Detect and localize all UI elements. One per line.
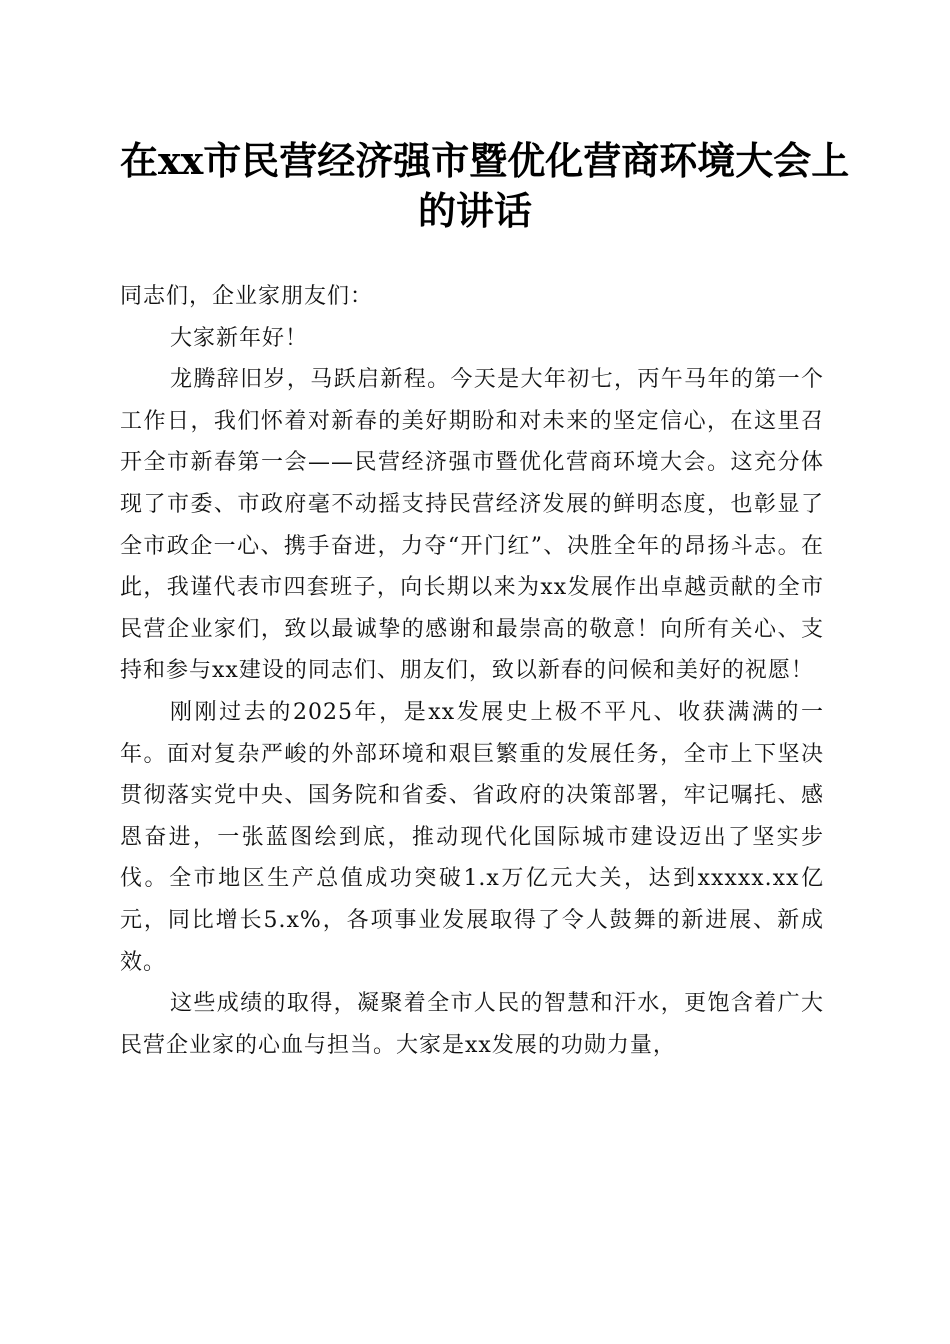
paragraph-greeting: 大家新年好！ xyxy=(170,325,309,351)
document-title xyxy=(120,136,850,236)
document-body xyxy=(120,276,824,1066)
paragraph-opening: 龙腾辞旧岁，马跃启新程。今天是大年初七，丙午马年的第一个工作日，我们怀着对新春的美好期盼和对未来的坚定信心，在这里召开全市新春第一会——民营经济强市暨优化营商环境大会。这充分体现了市委、市政府毫不动摇支持民营经济发展的鲜明态度，也彰显了全市政企一心、携手奋进，力夺“开门红”、决胜全年的昂扬斗志。在此，我谨代表市四套班子，向长期以来为xx发展作出卓越贡献的全市民营企业家们，致以最诚挚的感谢和最崇高的敬意！向所有关心、支持和参与xx建设的同志们、朋友们，致以新春的问候和美好的祝愿！ xyxy=(120,367,824,684)
salutation: 同志们，企业家朋友们： xyxy=(120,284,374,309)
title-line-2: 的讲话 xyxy=(417,188,532,233)
paragraph-achievements: 这些成绩的取得，凝聚着全市人民的智慧和汗水，更饱含着广大民营企业家的心血与担当。大家是xx发展的功勋力量， xyxy=(120,991,824,1058)
title-line-1: 在xx市民营经济强市暨优化营商环境大会上 xyxy=(120,138,850,183)
paragraph-review: 刚刚过去的2025年，是xx发展史上极不平凡、收获满满的一年。面对复杂严峻的外部环境和艰巨繁重的发展任务，全市上下坚决贯彻落实党中央、国务院和省委、省政府的决策部署，牢记嘱托、感恩奋进，一张蓝图绘到底，推动现代化国际城市建设迈出了坚实步伐。全市地区生产总值成功突破1.x万亿元大关，达到xxxxx.xx亿元，同比增长5.x%，各项事业发展取得了令人鼓舞的新进展、新成效。 xyxy=(120,699,824,975)
